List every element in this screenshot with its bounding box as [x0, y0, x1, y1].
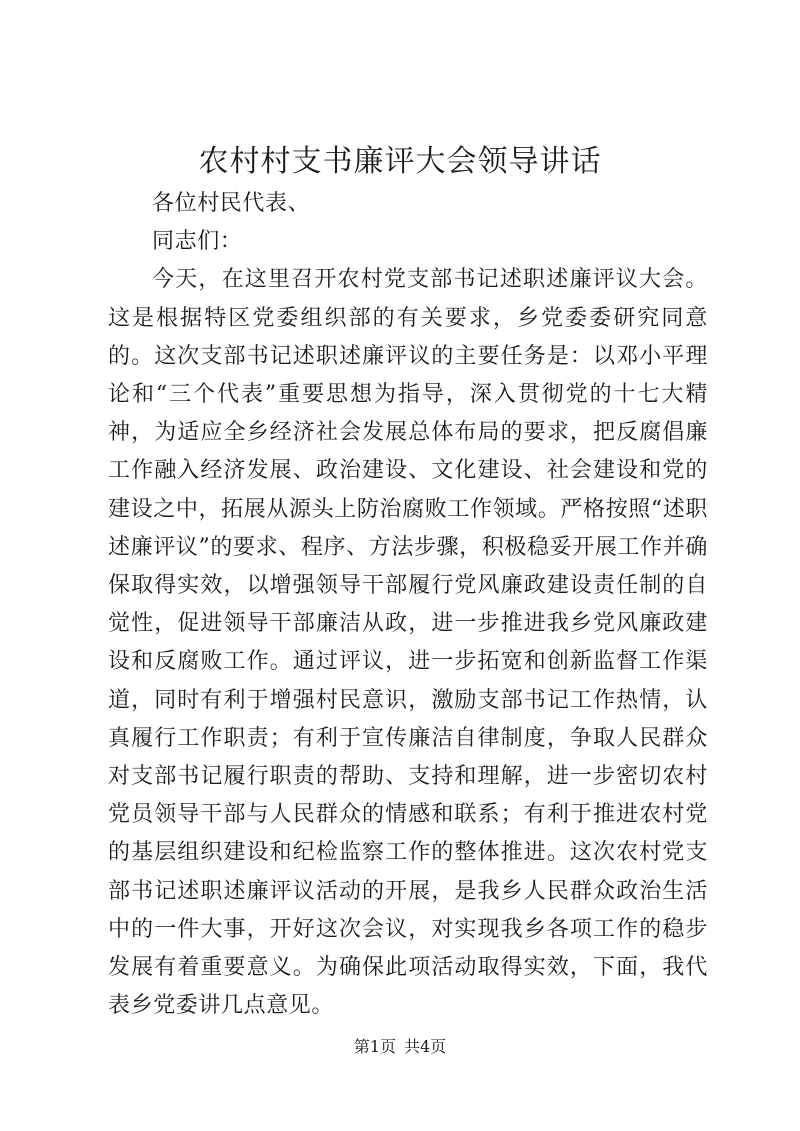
- salutation-line-1: 各位村民代表、: [152, 191, 311, 216]
- document-body: [108, 185, 708, 1025]
- page-total: 共4页: [404, 1037, 447, 1056]
- page-footer: [0, 1035, 800, 1059]
- page-number: 第1页: [353, 1037, 396, 1056]
- body-paragraph: 今天，在这里召开农村党支部书记述职述廉评议大会。这是根据特区党委组织部的有关要求，乡党委委研究同意的。这次支部书记述职述廉评议的主要任务是：以邓小平理论和“三个代表”重要思想为指导，深入贯彻党的十七大精神，为适应全乡经济社会发展总体布局的要求，把反腐倡廉工作融入经济发展、政治建设、文化建设、社会建设和党的建设之中，拓展从源头上防治腐败工作领域。严格按照“述职述廉评议”的要求、程序、方法步骤，积极稳妥开展工作并确保取得实效，以增强领导干部履行党风廉政建设责任制的自觉性，促进领导干部廉洁从政，进一步推进我乡党风廉政建设和反腐败工作。通过评议，进一步拓宽和创新监督工作渠道，同时有利于增强村民意识，激励支部书记工作热情，认真履行工作职责；有利于宣传廉洁自律制度，争取人民群众对支部书记履行职责的帮助、支持和理解，进一步密切农村党员领导干部与人民群众的情感和联系；有利于推进农村党的基层组织建设和纪检监察工作的整体推进。这次农村党支部书记述职述廉评议活动的开展，是我乡人民群众政治生活中的一件大事，开好这次会议，对实现我乡各项工作的稳步发展有着重要意义。为确保此项活动取得实效，下面，我代表乡党委讲几点意见。: [108, 267, 708, 1019]
- document-title: 农村村支书廉评大会领导讲话: [198, 144, 602, 179]
- salutation-line-2: 同志们：: [152, 229, 243, 255]
